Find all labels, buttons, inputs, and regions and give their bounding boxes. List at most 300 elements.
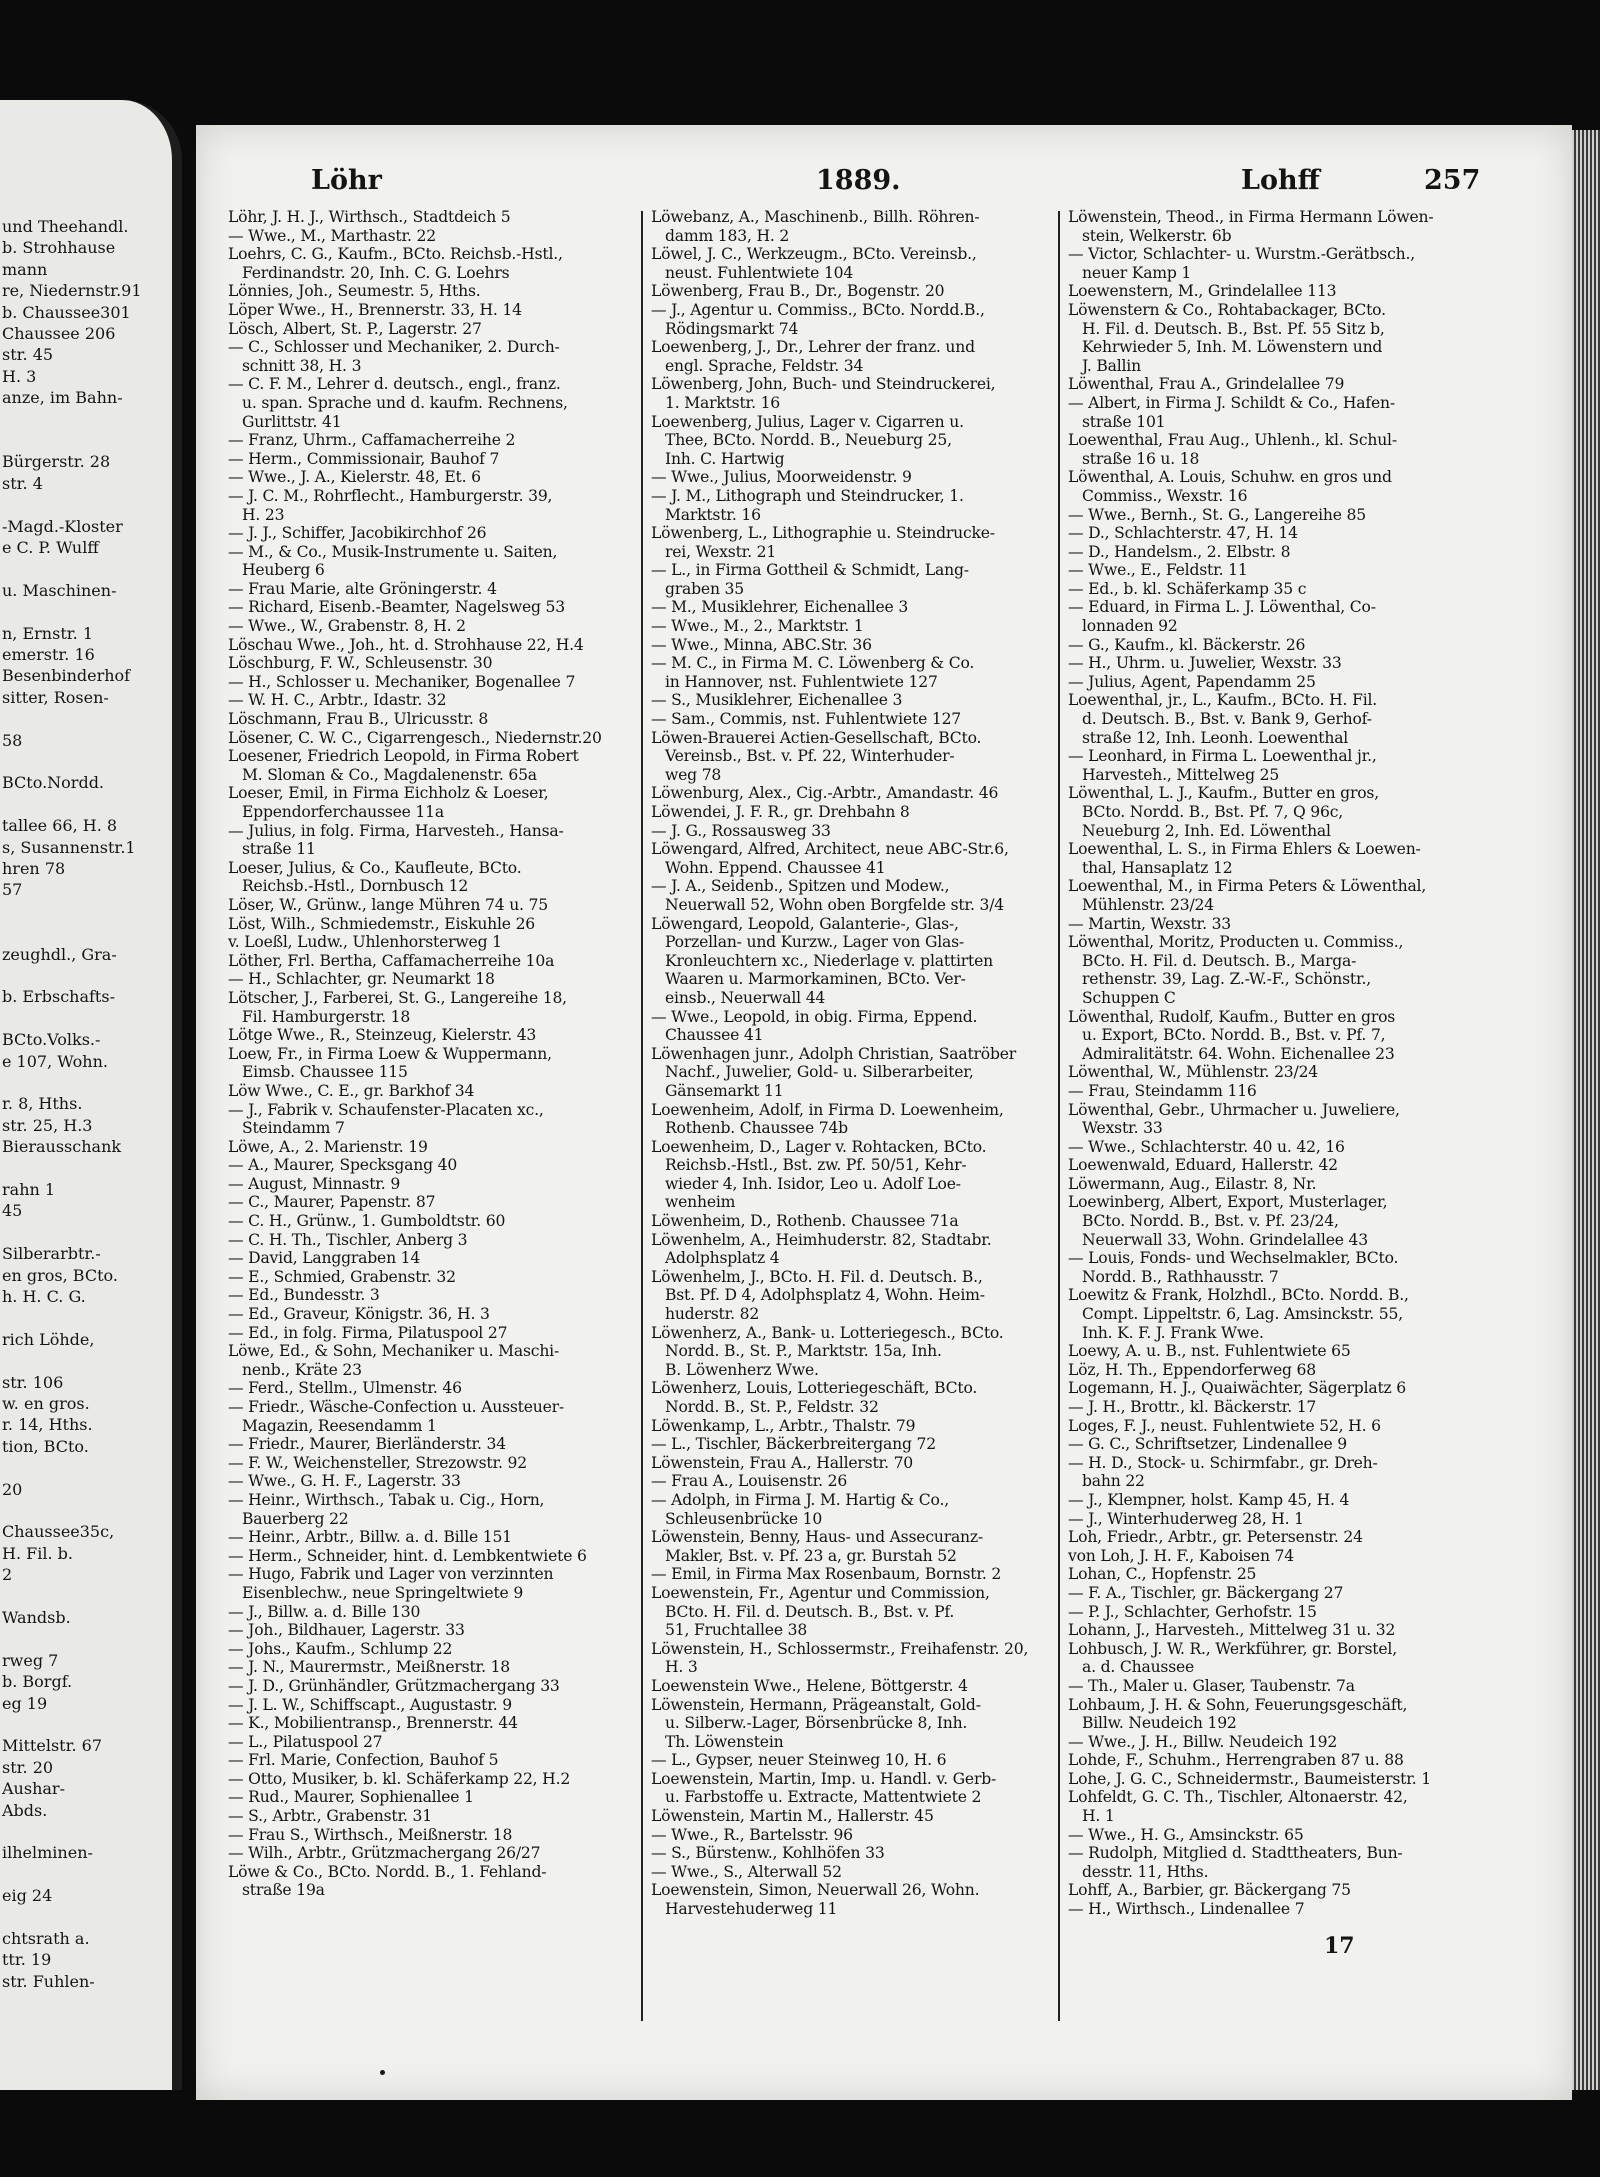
directory-entry-line: Eimsb. Chaussee 115 [242, 1063, 408, 1082]
directory-entry-line: — H., Uhrm. u. Juwelier, Wexstr. 33 [1068, 654, 1342, 673]
directory-entry-line: Nachf., Juwelier, Gold- u. Silberarbeiter, [665, 1063, 974, 1082]
left-page-fragment: mann [2, 259, 48, 279]
directory-column-2 [651, 208, 1063, 1919]
directory-entry-line: Lönnies, Joh., Seumestr. 5, Hths. [228, 282, 481, 301]
directory-entry-line: — Emil, in Firma Max Rosenbaum, Bornstr. 2 [651, 1565, 1002, 1584]
left-page-fragment: str. 20 [2, 1757, 54, 1777]
directory-entry-line: — A., Maurer, Specksgang 40 [228, 1156, 458, 1175]
directory-entry-line: u. span. Sprache und d. kaufm. Rechnens, [242, 393, 568, 412]
left-page-fragment: tion, BCto. [2, 1436, 89, 1456]
directory-entry-line: huderstr. 82 [665, 1305, 760, 1324]
directory-entry-line: d. Deutsch. B., Bst. v. Bank 9, Gerhof- [1082, 710, 1372, 729]
left-page-fragment: r. 8, Hths. [2, 1094, 83, 1114]
directory-entry-line: Löther, Frl. Bertha, Caffamacherreihe 10a [228, 951, 555, 970]
column-divider [641, 211, 643, 2021]
left-page-fragment: Aushar- [2, 1779, 65, 1799]
directory-entry-line: Lösener, C. W. C., Cigarrengesch., Niedernstr.20 [228, 728, 602, 747]
directory-entry-line: — J., Agentur u. Commiss., BCto. Nordd.B., [651, 300, 985, 319]
directory-entry-line: — Richard, Eisenb.-Beamter, Nagelsweg 53 [228, 598, 565, 617]
directory-entry-line: — Victor, Schlachter- u. Wurstm.-Gerätbsch., [1068, 245, 1415, 264]
directory-entry-line: — Joh., Bildhauer, Lagerstr. 33 [228, 1621, 465, 1640]
directory-entry-line: — H. D., Stock- u. Schirmfabr., gr. Dreh- [1068, 1453, 1378, 1472]
directory-entry-line: Reichsb.-Hstl., Dornbusch 12 [242, 877, 469, 896]
directory-entry-line: — K., Mobilientransp., Brennerstr. 44 [228, 1714, 518, 1733]
directory-entry-line: einsb., Neuerwall 44 [665, 988, 826, 1007]
directory-entry-line: Adolphsplatz 4 [665, 1249, 780, 1268]
ink-speck [380, 2070, 385, 2075]
directory-entry-line: Loewenthal, Frau Aug., Uhlenh., kl. Schul- [1068, 431, 1397, 450]
left-page-fragment: H. Fil. b. [2, 1543, 73, 1563]
left-page-fragment: Mittelstr. 67 [2, 1736, 103, 1756]
left-page-fragment: str. Fuhlen- [2, 1971, 95, 1991]
directory-entry-line: Lohfeldt, G. C. Th., Tischler, Altonaerstr. 42, [1068, 1788, 1408, 1807]
left-page-fragment: Bierausschank [2, 1137, 122, 1157]
left-page-fragment: tallee 66, H. 8 [2, 816, 118, 836]
directory-entry-line: Harvesteh., Mittelweg 25 [1082, 765, 1280, 784]
directory-entry-line: Löwermann, Aug., Eilastr. 8, Nr. [1068, 1174, 1317, 1193]
directory-entry-line: Neueburg 2, Inh. Ed. Löwenthal [1082, 821, 1331, 840]
left-page-fragment: und Theehandl. [2, 217, 129, 236]
directory-entry-line: Löwenthal, L. J., Kaufm., Butter en gros, [1068, 784, 1379, 803]
left-page-fragment: Wandsb. [2, 1608, 71, 1627]
directory-entry-line: — C. F. M., Lehrer d. deutsch., engl., franz. [228, 375, 561, 394]
page-header [196, 165, 1572, 205]
directory-entry-line: — Herm., Schneider, hint. d. Lembkentwiete 6 [228, 1546, 587, 1565]
left-page-fragment: ilhelminen- [2, 1843, 93, 1863]
directory-entry-line: — Hugo, Fabrik und Lager von verzinnten [228, 1565, 554, 1584]
page-number: 257 [1424, 165, 1481, 196]
directory-entry-line: — C. H. Th., Tischler, Anberg 3 [228, 1230, 468, 1249]
directory-entry-line: bahn 22 [1082, 1472, 1145, 1491]
directory-entry-line: Lohbusch, J. W. R., Werkführer, gr. Borstel, [1068, 1639, 1397, 1658]
directory-entry-line: — H., Schlosser u. Mechaniker, Bogenallee 7 [228, 672, 576, 691]
directory-entry-line: — Julius, in folg. Firma, Harvesteh., Hansa- [228, 821, 564, 840]
directory-entry-line: Commiss., Wexstr. 16 [1082, 486, 1248, 505]
directory-entry-line: — S., Bürstenw., Kohlhöfen 33 [651, 1844, 885, 1863]
directory-entry-line: — Heinr., Wirthsch., Tabak u. Cig., Horn, [228, 1490, 545, 1509]
directory-entry-line: — Otto, Musiker, b. kl. Schäferkamp 22, H.2 [228, 1769, 571, 1788]
directory-entry-line: — Wwe., Bernh., St. G., Langereihe 85 [1068, 505, 1367, 524]
directory-entry-line: Kronleuchtern xc., Niederlage v. plattirten [665, 951, 993, 970]
directory-entry-line: — Albert, in Firma J. Schildt & Co., Hafen- [1068, 393, 1395, 412]
left-page-fragment: r. 14, Hths. [2, 1415, 93, 1435]
directory-entry-line: Löwe, Ed., & Sohn, Mechaniker u. Maschi- [228, 1342, 560, 1361]
directory-entry-line: Mühlenstr. 23/24 [1082, 895, 1214, 914]
directory-entry-line: Löw Wwe., C. E., gr. Barkhof 34 [228, 1081, 475, 1100]
directory-entry-line: Bst. Pf. D 4, Adolphsplatz 4, Wohn. Heim- [665, 1286, 985, 1305]
directory-entry-line: Löper Wwe., H., Brennerstr. 33, H. 14 [228, 300, 522, 319]
directory-entry-line: — C. H., Grünw., 1. Gumboldtstr. 60 [228, 1212, 506, 1231]
directory-entry-line: — J. D., Grünhändler, Grützmachergang 33 [228, 1676, 560, 1695]
directory-entry-line: — D., Schlachterstr. 47, H. 14 [1068, 524, 1298, 543]
directory-entry-line: Harvestehuderweg 11 [665, 1900, 838, 1919]
left-page-fragment: Abds. [2, 1800, 48, 1820]
directory-entry-line: wenheim [665, 1193, 736, 1212]
directory-entry-line: — C., Maurer, Papenstr. 87 [228, 1193, 436, 1212]
directory-entry-line: Nordd. B., Rathhausstr. 7 [1082, 1267, 1279, 1286]
directory-entry-line: — Friedr., Maurer, Bierländerstr. 34 [228, 1435, 506, 1454]
directory-entry-line: — Herm., Commissionair, Bauhof 7 [228, 449, 500, 468]
directory-entry-line: Löwenstein, Benny, Haus- und Assecuranz- [651, 1528, 983, 1547]
directory-entry-line: Rothenb. Chaussee 74b [665, 1119, 848, 1138]
directory-entry-line: — Ed., in folg. Firma, Pilatuspool 27 [228, 1323, 508, 1342]
directory-entry-line: — Adolph, in Firma J. M. Hartig & Co., [651, 1490, 949, 1509]
directory-entry-line: — J., Fabrik v. Schaufenster-Placaten xc., [228, 1100, 544, 1119]
directory-entry-line: Loewenberg, Julius, Lager v. Cigarren u. [651, 412, 964, 431]
left-page-fragment: Besenbinderhof [2, 666, 131, 686]
page-edge [1572, 130, 1600, 2090]
directory-entry-line: Löwenthal, A. Louis, Schuhw. en gros und [1068, 468, 1392, 487]
directory-entry-line: Löwendei, J. F. R., gr. Drehbahn 8 [651, 803, 910, 821]
directory-entry-line: — J. C. M., Rohrflecht., Hamburgerstr. 39, [228, 486, 553, 505]
directory-entry-line: Loewinberg, Albert, Export, Musterlager, [1068, 1193, 1388, 1212]
directory-entry-line: Löst, Wilh., Schmiedemstr., Eiskuhle 26 [228, 914, 536, 933]
directory-entry-line: — J. A., Seidenb., Spitzen und Modew., [651, 877, 950, 896]
directory-entry-line: Nordd. B., St. P., Marktstr. 15a, Inh. [665, 1342, 942, 1361]
directory-entry-line: neuer Kamp 1 [1082, 263, 1192, 282]
left-page-fragment: zeughdl., Gra- [2, 944, 117, 964]
directory-entry-line: — W. H. C., Arbtr., Idastr. 32 [228, 691, 447, 710]
directory-entry-line: Löwenstein, Hermann, Prägeanstalt, Gold- [651, 1695, 981, 1714]
directory-entry-line: damm 183, H. 2 [665, 226, 790, 245]
left-page-fragment: Chaussee 206 [2, 324, 116, 343]
directory-entry-line: — M., Musiklehrer, Eichenallee 3 [651, 598, 909, 617]
directory-entry-line: Rödingsmarkt 74 [665, 319, 799, 338]
left-page-fragment: eig 24 [2, 1886, 53, 1906]
directory-entry-line: Löwe & Co., BCto. Nordd. B., 1. Fehland- [228, 1862, 547, 1881]
left-page-fragment: Silberarbtr.- [2, 1244, 101, 1264]
directory-entry-line: Loewenstein, Fr., Agentur und Commission, [651, 1583, 990, 1602]
directory-entry-line: Löwe, A., 2. Marienstr. 19 [228, 1137, 428, 1156]
left-page-fragment: e C. P. Wulff [2, 538, 99, 557]
directory-entry-line: Wohn. Eppend. Chaussee 41 [665, 858, 886, 877]
left-page-fragment: str. 25, H.3 [2, 1115, 93, 1135]
directory-entry-line: — J., Billw. a. d. Bille 130 [228, 1602, 421, 1621]
directory-entry-line: Löwengard, Alfred, Architect, neue ABC-Str.6, [651, 840, 1009, 859]
directory-entry-line: Löwel, J. C., Werkzeugm., BCto. Vereinsb., [651, 245, 977, 264]
directory-entry-line: Löwenstein, Theod., in Firma Hermann Löwen- [1068, 208, 1434, 226]
directory-entry-line: Löwebanz, A., Maschinenb., Billh. Röhren- [651, 208, 980, 226]
directory-entry-line: — Johs., Kaufm., Schlump 22 [228, 1639, 453, 1658]
directory-entry-line: Admiralitätstr. 64. Wohn. Eichenallee 23 [1082, 1044, 1395, 1063]
directory-entry-line: — J., Winterhuderweg 28, H. 1 [1068, 1509, 1304, 1528]
directory-column-1 [228, 208, 640, 1900]
directory-entry-line: desstr. 11, Hths. [1082, 1862, 1209, 1881]
left-page-fragment: Chaussee35c, [2, 1522, 115, 1542]
directory-entry-line: Neuerwall 33, Wohn. Grindelallee 43 [1082, 1230, 1368, 1249]
left-page-fragment: 45 [2, 1201, 23, 1221]
left-page-fragment: 57 [2, 880, 23, 900]
directory-entry-line: nenb., Kräte 23 [242, 1360, 362, 1379]
directory-entry-line: Löwenthal, W., Mühlenstr. 23/24 [1068, 1063, 1319, 1082]
directory-entry-line: Waaren u. Marmorkaminen, BCto. Ver- [665, 970, 966, 989]
directory-entry-line: BCto. H. Fil. d. Deutsch. B., Bst. v. Pf. [665, 1602, 955, 1621]
directory-entry-line: Löwenstein, Martin M., Hallerstr. 45 [651, 1807, 934, 1826]
left-page-fragment: en gros, BCto. [2, 1265, 118, 1285]
directory-entry-line: Ferdinandstr. 20, Inh. C. G. Loehrs [242, 263, 510, 282]
directory-entry-line: — C., Schlosser und Mechaniker, 2. Durch- [228, 338, 560, 357]
directory-entry-line: Porzellan- und Kurzw., Lager von Glas- [665, 933, 964, 952]
directory-entry-line: — Friedr., Wäsche-Confection u. Aussteuer- [228, 1398, 564, 1416]
left-page-fragment: hren 78 [2, 859, 66, 878]
directory-entry-line: — L., in Firma Gottheil & Schmidt, Lang- [651, 561, 969, 580]
directory-entry-line: Löwengard, Leopold, Galanterie-, Glas-, [651, 914, 959, 933]
directory-entry-line: straße 101 [1082, 412, 1166, 431]
directory-entry-line: Steindamm 7 [242, 1119, 345, 1138]
directory-entry-line: straße 19a [242, 1881, 325, 1900]
directory-entry-line: Lohbaum, J. H. & Sohn, Feuerungsgeschäft, [1068, 1695, 1408, 1714]
directory-entry-line: — Frau, Steindamm 116 [1068, 1081, 1257, 1100]
directory-entry-line: BCto. Nordd. B., Bst. v. Pf. 23/24, [1082, 1212, 1339, 1231]
left-page-fragment: b. Strohhause [2, 238, 116, 258]
directory-entry-line: Löhr, J. H. J., Wirthsch., Stadtdeich 5 [228, 208, 511, 226]
directory-entry-line: — Wwe., Schlachterstr. 40 u. 42, 16 [1068, 1137, 1345, 1156]
directory-entry-line: Lötscher, J., Farberei, St. G., Langereihe 18, [228, 988, 567, 1007]
directory-entry-line: — David, Langgraben 14 [228, 1249, 421, 1268]
directory-entry-line: wieder 4, Inh. Isidor, Leo u. Adolf Loe- [665, 1174, 961, 1193]
directory-entry-line: — J. H., Brottr., kl. Bäckerstr. 17 [1068, 1398, 1317, 1416]
directory-entry-line: Loewitz & Frank, Holzhdl., BCto. Nordd. B., [1068, 1286, 1409, 1305]
directory-entry-line: Inh. K. F. J. Frank Wwe. [1082, 1323, 1264, 1342]
directory-entry-line: — J. J., Schiffer, Jacobikirchhof 26 [228, 524, 487, 543]
directory-entry-line: u. Export, BCto. Nordd. B., Bst. v. Pf. 7, [1082, 1026, 1386, 1045]
left-page-fragment: s, Susannenstr.1 [2, 837, 136, 857]
directory-entry-line: Lohann, J., Harvesteh., Mittelweg 31 u. 32 [1068, 1621, 1396, 1640]
directory-entry-line: rethenstr. 39, Lag. Z.-W.-F., Schönstr., [1082, 970, 1372, 989]
directory-entry-line: — Wwe., Leopold, in obig. Firma, Eppend. [651, 1007, 978, 1026]
directory-entry-line: Löwenberg, John, Buch- und Steindruckerei, [651, 375, 996, 394]
directory-entry-line: — J. N., Maurermstr., Meißnerstr. 18 [228, 1658, 511, 1677]
directory-entry-line: Löz, H. Th., Eppendorferweg 68 [1068, 1360, 1316, 1379]
directory-entry-line: Loewenheim, Adolf, in Firma D. Loewenheim, [651, 1100, 1004, 1119]
directory-entry-line: — J., Klempner, holst. Kamp 45, H. 4 [1068, 1490, 1350, 1509]
left-page-fragment: rahn 1 [2, 1180, 56, 1199]
directory-entry-line: Inh. C. Hartwig [665, 449, 785, 468]
directory-entry-line: H. Fil. d. Deutsch. B., Bst. Pf. 55 Sitz b, [1082, 319, 1385, 338]
directory-entry-line: — L., Tischler, Bäckerbreitergang 72 [651, 1435, 936, 1454]
directory-entry-line: — Rudolph, Mitglied d. Stadttheaters, Bun- [1068, 1844, 1403, 1863]
left-page-fragment: 20 [2, 1479, 23, 1499]
directory-entry-line: engl. Sprache, Feldstr. 34 [665, 356, 864, 375]
directory-entry-line: — Wwe., S., Alterwall 52 [651, 1862, 842, 1881]
directory-entry-line: Loewenberg, J., Dr., Lehrer der franz. und [651, 338, 975, 357]
directory-entry-line: Billw. Neudeich 192 [1082, 1714, 1237, 1733]
directory-entry-line: — Frl. Marie, Confection, Bauhof 5 [228, 1751, 499, 1770]
directory-entry-line: rei, Wexstr. 21 [665, 542, 777, 561]
directory-entry-line: Loewy, A. u. B., nst. Fuhlentwiete 65 [1068, 1342, 1351, 1361]
directory-entry-line: Loeser, Julius, & Co., Kaufleute, BCto. [228, 858, 522, 877]
directory-entry-line: — Martin, Wexstr. 33 [1068, 914, 1232, 933]
directory-entry-line: — S., Musiklehrer, Eichenallee 3 [651, 691, 903, 710]
left-page-fragment: u. Maschinen- [2, 580, 117, 600]
left-page [0, 100, 182, 2090]
directory-entry-line: Löwenherz, Louis, Lotteriegeschäft, BCto. [651, 1379, 978, 1398]
left-page-fragment: rich Löhde, [2, 1329, 95, 1349]
directory-entry-line: Logemann, H. J., Quaiwächter, Sägerplatz 6 [1068, 1379, 1407, 1398]
directory-entry-line: Reichsb.-Hstl., Bst. zw. Pf. 50/51, Kehr- [665, 1156, 967, 1175]
directory-entry-line: Löwenthal, Frau A., Grindelallee 79 [1068, 375, 1345, 394]
directory-entry-line: BCto. Nordd. B., Bst. Pf. 7, Q 96c, [1082, 803, 1344, 821]
directory-entry-line: — Louis, Fonds- und Wechselmakler, BCto. [1068, 1249, 1399, 1268]
directory-entry-line: Lösch, Albert, St. P., Lagerstr. 27 [228, 319, 482, 338]
directory-entry-line: — Wwe., R., Bartelsstr. 96 [651, 1825, 853, 1844]
directory-entry-line: Löschau Wwe., Joh., ht. d. Strohhause 22, H.4 [228, 635, 584, 654]
directory-entry-line: — M. C., in Firma M. C. Löwenberg & Co. [651, 654, 975, 673]
directory-entry-line: — Wwe., H. G., Amsinckstr. 65 [1068, 1825, 1304, 1844]
directory-entry-line: u. Farbstoffe u. Extracte, Mattentwiete 2 [665, 1788, 982, 1807]
directory-entry-line: Löwenberg, Frau B., Dr., Bogenstr. 20 [651, 282, 945, 301]
directory-entry-line: Löwenstein, Frau A., Hallerstr. 70 [651, 1453, 914, 1472]
left-page-fragment: h. H. C. G. [2, 1287, 86, 1306]
directory-entry-line: — Ed., Graveur, Königstr. 36, H. 3 [228, 1305, 490, 1324]
directory-entry-line: a. d. Chaussee [1082, 1658, 1195, 1677]
directory-entry-line: — Wwe., Minna, ABC.Str. 36 [651, 635, 872, 654]
directory-entry-line: thal, Hansaplatz 12 [1082, 858, 1233, 877]
signature-mark: 17 [1324, 1933, 1355, 1959]
directory-entry-line: H. 23 [242, 505, 285, 524]
directory-entry-line: — F. A., Tischler, gr. Bäckergang 27 [1068, 1583, 1344, 1602]
directory-entry-line: — J. G., Rossausweg 33 [651, 821, 831, 840]
directory-entry-line: Lohe, J. G. C., Schneidermstr., Baumeisterstr. 1 [1068, 1769, 1431, 1788]
directory-entry-line: Compt. Lippeltstr. 6, Lag. Amsinckstr. 55, [1082, 1305, 1403, 1324]
directory-entry-line: Loew, Fr., in Firma Loew & Wuppermann, [228, 1044, 552, 1063]
directory-entry-line: Loewenthal, L. S., in Firma Ehlers & Loewen- [1068, 840, 1421, 859]
directory-entry-line: — Sam., Commis, nst. Fuhlentwiete 127 [651, 710, 962, 729]
directory-entry-line: J. Ballin [1082, 356, 1141, 375]
left-page-fragment: str. 45 [2, 345, 54, 365]
left-page-fragment: sitter, Rosen- [2, 687, 109, 707]
directory-entry-line: — August, Minnastr. 9 [228, 1174, 401, 1193]
directory-entry-line: Löwenkamp, L., Arbtr., Thalstr. 79 [651, 1416, 916, 1435]
directory-entry-line: Löwenheim, D., Rothenb. Chaussee 71a [651, 1212, 959, 1231]
directory-entry-line: H. 3 [665, 1658, 698, 1677]
directory-entry-line: Neuerwall 52, Wohn oben Borgfelde str. 3/4 [665, 895, 1004, 914]
directory-entry-line: — Th., Maler u. Glaser, Taubenstr. 7a [1068, 1676, 1355, 1695]
directory-entry-line: straße 16 u. 18 [1082, 449, 1200, 468]
directory-entry-line: Loges, F. J., neust. Fuhlentwiete 52, H. 6 [1068, 1416, 1381, 1435]
directory-entry-line: Löwenherz, A., Bank- u. Lotteriegesch., BCto. [651, 1323, 1004, 1342]
directory-entry-line: 51, Fruchtallee 38 [665, 1621, 808, 1640]
directory-entry-line: Löwenstern & Co., Rohtabackager, BCto. [1068, 300, 1386, 319]
directory-entry-line: Nordd. B., St. P., Feldstr. 32 [665, 1398, 879, 1416]
left-page-fragment: BCto.Nordd. [2, 773, 105, 793]
directory-entry-line: — H., Wirthsch., Lindenallee 7 [1068, 1900, 1305, 1919]
directory-entry-line: schnitt 38, H. 3 [242, 356, 362, 375]
directory-entry-line: Loewenthal, jr., L., Kaufm., BCto. H. Fil. [1068, 691, 1378, 710]
directory-entry-line: Loewenheim, D., Lager v. Rohtacken, BCto. [651, 1137, 987, 1156]
directory-entry-line: Marktstr. 16 [665, 505, 761, 524]
directory-entry-line: Kehrwieder 5, Inh. M. Löwenstern und [1082, 338, 1383, 357]
directory-entry-line: Loewenstein Wwe., Helene, Böttgerstr. 4 [651, 1676, 968, 1695]
directory-entry-line: — Heinr., Arbtr., Billw. a. d. Bille 151 [228, 1528, 512, 1547]
directory-entry-line: Löwenthal, Rudolf, Kaufm., Butter en gros [1068, 1007, 1396, 1026]
left-page-fragment: b. Erbschafts- [2, 987, 115, 1007]
directory-entry-line: — Wwe., J. A., Kielerstr. 48, Et. 6 [228, 468, 481, 487]
left-page-fragment: BCto.Volks.- [2, 1030, 101, 1050]
directory-entry-line: B. Löwenherz Wwe. [665, 1360, 819, 1379]
directory-entry-line: — Wwe., J. H., Billw. Neudeich 192 [1068, 1732, 1338, 1751]
left-page-fragment: chtsrath a. [2, 1929, 90, 1948]
directory-entry-line: Löwenthal, Gebr., Uhrmacher u. Juweliere, [1068, 1100, 1400, 1119]
directory-entry-line: Loeser, Emil, in Firma Eichholz & Loeser, [228, 784, 549, 803]
directory-entry-line: Heuberg 6 [242, 561, 325, 580]
directory-entry-line: Lohde, F., Schuhm., Herrengraben 87 u. 88 [1068, 1751, 1404, 1770]
directory-entry-line: — L., Gypser, neuer Steinweg 10, H. 6 [651, 1751, 947, 1770]
directory-entry-line: stein, Welkerstr. 6b [1082, 226, 1232, 245]
left-page-fragment: 58 [2, 730, 23, 750]
directory-entry-line: — S., Arbtr., Grabenstr. 31 [228, 1807, 432, 1826]
directory-entry-line: Loesener, Friedrich Leopold, in Firma Robert [228, 747, 579, 766]
directory-entry-line: H. 1 [1082, 1807, 1115, 1826]
directory-entry-line: — Frau Marie, alte Gröningerstr. 4 [228, 579, 497, 598]
directory-entry-line: neust. Fuhlentwiete 104 [665, 263, 854, 282]
directory-entry-line: straße 12, Inh. Leonh. Loewenthal [1082, 728, 1349, 747]
directory-entry-line: Loewenwald, Eduard, Hallerstr. 42 [1068, 1156, 1338, 1175]
directory-entry-line: M. Sloman & Co., Magdalenenstr. 65a [242, 765, 537, 784]
directory-entry-line: Bauerberg 22 [242, 1509, 349, 1528]
directory-entry-line: Löschmann, Frau B., Ulricusstr. 8 [228, 710, 489, 729]
directory-entry-line: Gurlittstr. 41 [242, 412, 342, 431]
left-page-fragment: 2 [2, 1565, 13, 1585]
directory-entry-line: straße 11 [242, 840, 316, 859]
directory-entry-line: 1. Marktstr. 16 [665, 393, 781, 412]
left-page-fragment: eg 19 [2, 1693, 48, 1713]
directory-entry-line: Loehrs, C. G., Kaufm., BCto. Reichsb.-Hstl., [228, 245, 563, 264]
directory-entry-line: — Rud., Maurer, Sophienallee 1 [228, 1788, 474, 1807]
directory-entry-line: — G. C., Schriftsetzer, Lindenallee 9 [1068, 1435, 1347, 1454]
directory-entry-line: Makler, Bst. v. Pf. 23 a, gr. Burstah 52 [665, 1546, 957, 1565]
directory-entry-line: Lötge Wwe., R., Steinzeug, Kielerstr. 43 [228, 1026, 537, 1045]
directory-entry-line: — G., Kaufm., kl. Bäckerstr. 26 [1068, 635, 1306, 654]
directory-entry-line: — Eduard, in Firma L. J. Löwenthal, Co- [1068, 598, 1376, 617]
left-page-fragment: H. 3 [2, 366, 37, 386]
directory-entry-line: Löwenthal, Moritz, Producten u. Commiss., [1068, 933, 1404, 952]
directory-entry-line: Löwenstein, H., Schlossermstr., Freihafenstr. 20, [651, 1639, 1029, 1658]
directory-entry-line: Fil. Hamburgerstr. 18 [242, 1007, 411, 1026]
directory-entry-line: — Wwe., W., Grabenstr. 8, H. 2 [228, 617, 466, 636]
directory-entry-line: Löschburg, F. W., Schleusenstr. 30 [228, 654, 493, 673]
directory-entry-line: — Leonhard, in Firma L. Loewenthal jr., [1068, 747, 1377, 766]
directory-entry-line: Thee, BCto. Nordd. B., Neueburg 25, [665, 431, 952, 450]
header-right-keyword: Lohff [1241, 165, 1320, 196]
left-page-fragment: rweg 7 [2, 1650, 59, 1670]
directory-entry-line: — Wwe., Julius, Moorweidenstr. 9 [651, 468, 912, 487]
left-page-fragment: n, Ernstr. 1 [2, 623, 93, 643]
directory-entry-line: — H., Schlachter, gr. Neumarkt 18 [228, 970, 495, 989]
directory-entry-line: — Julius, Agent, Papendamm 25 [1068, 672, 1316, 691]
directory-entry-line: BCto. H. Fil. d. Deutsch. B., Marga- [1082, 951, 1357, 970]
header-year: 1889. [816, 165, 901, 196]
directory-entry-line: u. Silberw.-Lager, Börsenbrücke 8, Inh. [665, 1714, 968, 1733]
directory-entry-line: — Wwe., G. H. F., Lagerstr. 33 [228, 1472, 461, 1491]
directory-entry-line: Loh, Friedr., Arbtr., gr. Petersenstr. 24 [1068, 1528, 1363, 1547]
directory-entry-line: Chaussee 41 [665, 1026, 764, 1045]
directory-entry-line: graben 35 [665, 579, 744, 598]
directory-entry-line: — Wwe., E., Feldstr. 11 [1068, 561, 1248, 580]
left-page-fragment: ttr. 19 [2, 1950, 52, 1970]
left-page-fragment: e 107, Wohn. [2, 1051, 108, 1071]
directory-entry-line: — L., Pilatuspool 27 [228, 1732, 383, 1751]
directory-entry-line: — Wilh., Arbtr., Grützmachergang 26/27 [228, 1844, 541, 1863]
directory-entry-line: — F. W., Weichensteller, Strezowstr. 92 [228, 1453, 527, 1472]
left-page-fragment: emerstr. 16 [2, 645, 95, 664]
directory-entry-line: — Ed., Bundesstr. 3 [228, 1286, 380, 1305]
directory-entry-line: — Wwe., M., 2., Marktstr. 1 [651, 617, 864, 636]
directory-entry-line: Vereinsb., Bst. v. Pf. 22, Winterhuder- [665, 747, 955, 766]
directory-entry-line: — P. J., Schlachter, Gerhofstr. 15 [1068, 1602, 1317, 1621]
directory-entry-line: — Frau A., Louisenstr. 26 [651, 1472, 848, 1491]
directory-entry-line: — Ferd., Stellm., Ulmenstr. 46 [228, 1379, 462, 1398]
